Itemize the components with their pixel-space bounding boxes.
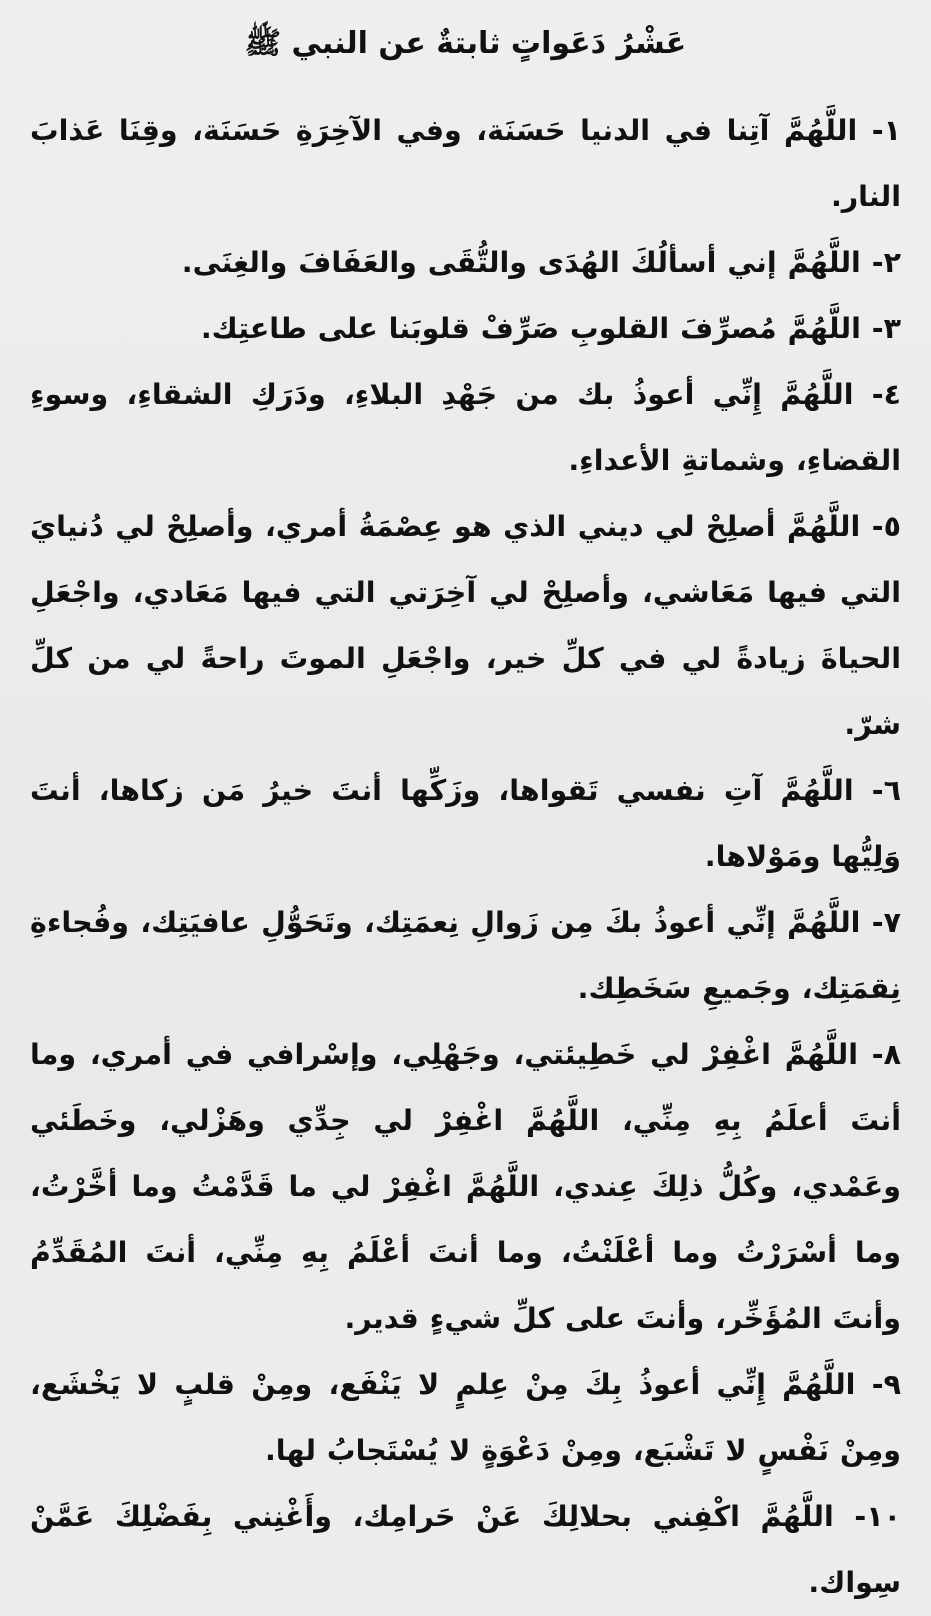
dua-item-1: ١- اللَّهُمَّ آتِنا في الدنيا حَسَنَة، وفي الآخِرَةِ حَسَنَة، وقِنَا عَذابَ النار. (30, 114, 901, 213)
dua-item-10: ١٠- اللَّهُمَّ اكْفِني بحلالِكَ عَنْ حَرامِك، وأَغْنِني بِفَضْلِكَ عَمَّنْ سِواك. (30, 1500, 901, 1599)
page-title: عَشْرُ دَعَواتٍ ثابتةٌ عن النبي ﷺ (244, 26, 687, 61)
dua-item-6: ٦- اللَّهُمَّ آتِ نفسي تَقواها، وزَكِّها أنتَ خيرُ مَن زكاها، أنتَ وَلِيُّها ومَوْلاها. (30, 774, 901, 873)
dua-list (30, 98, 901, 1616)
dua-item-5: ٥- اللَّهُمَّ أصلِحْ لي ديني الذي هو عِصْمَةُ أمري، وأصلِحْ لي دُنيايَ التي فيها مَعَاشي، وأصلِحْ لي آخِرَتي التي فيها مَعَادي، واجْعَلِ الحياةَ زيادةً لي في كلِّ خير، واجْعَلِ الموتَ راحةً لي من كلِّ شرّ. (30, 510, 901, 741)
dua-item-4: ٤- اللَّهُمَّ إِنِّي أعوذُ بك من جَهْدِ البلاءِ، ودَرَكِ الشقاءِ، وسوءِ القضاءِ، وشماتةِ الأعداءِ. (30, 378, 901, 477)
dua-item-3: ٣- اللَّهُمَّ مُصرِّفَ القلوبِ صَرِّفْ قلوبَنا على طاعتِك. (200, 312, 901, 345)
dua-item-9: ٩- اللَّهُمَّ إِنِّي أعوذُ بِكَ مِنْ عِلمٍ لا يَنْفَع، ومِنْ قلبٍ لا يَخْشَع، ومِنْ نَفْسٍ لا تَشْبَع، ومِنْ دَعْوَةٍ لا يُسْتَجابُ لها. (30, 1368, 901, 1467)
dua-item-7: ٧- اللَّهُمَّ إنِّي أعوذُ بكَ مِن زَوالِ نِعمَتِك، وتَحَوُّلِ عافيَتِك، وفُجاءةِ نِقمَتِك، وجَميعِ سَخَطِك. (30, 906, 901, 1005)
dua-item-8: ٨- اللَّهُمَّ اغْفِرْ لي خَطِيئتي، وجَهْلِي، وإسْرافي في أمري، وما أنتَ أعلَمُ بِهِ مِنِّي، اللَّهُمَّ اغْفِرْ لي جِدِّي وهَزْلي، وخَطَئي وعَمْدي، وكُلُّ ذلِكَ عِندي، اللَّهُمَّ اغْفِرْ لي ما قَدَّمْتُ وما أخَّرْتُ، وما أسْرَرْتُ وما أعْلَنْتُ، وما أنتَ أعْلَمُ بِهِ مِنِّي، أنتَ المُقَدِّمُ وأنتَ المُؤَخِّر، وأنتَ على كلِّ شيءٍ قدير. (30, 1038, 901, 1335)
dua-item-2: ٢- اللَّهُمَّ إني أسألُكَ الهُدَى والتُّقَى والعَفَافَ والغِنَى. (181, 246, 901, 279)
